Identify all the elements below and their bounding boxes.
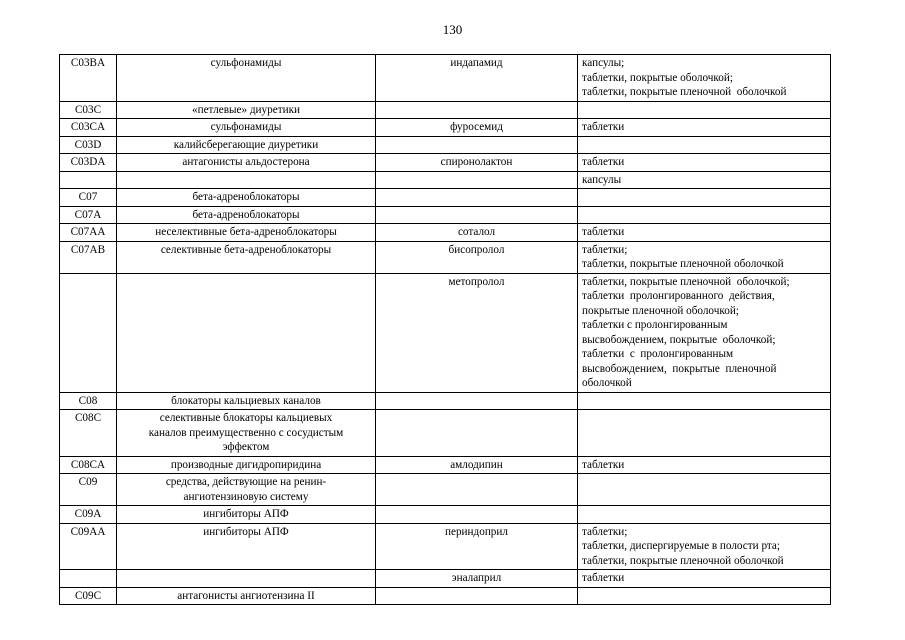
- pharmacological-group-cell: [117, 273, 376, 392]
- dosage-form-cell: [578, 154, 831, 172]
- pharmacological-group-cell: [117, 189, 376, 207]
- table-row: [60, 154, 831, 172]
- dosage-form-line: таблетки: [582, 572, 625, 584]
- dosage-form-line: высвобождением, покрытые пленочной: [582, 362, 777, 375]
- atc-code-cell: C08CA: [60, 456, 117, 474]
- dosage-form-cell: [578, 241, 831, 273]
- drug-name-cell: [376, 506, 578, 524]
- atc-code-cell: C09AA: [60, 523, 117, 570]
- dosage-form-line: таблетки с пролонгированным: [582, 348, 734, 360]
- group-line: каналов преимущественно с сосудистым: [148, 426, 344, 439]
- dosage-form-line: таблетки: [582, 121, 625, 133]
- group-line: антагонисты ангиотензина II: [177, 589, 315, 602]
- drug-name-cell: [376, 587, 578, 605]
- dosage-form-cell: [578, 171, 831, 189]
- group-line: ингибиторы АПФ: [203, 508, 289, 520]
- atc-code-cell: C09C: [60, 587, 117, 605]
- dosage-form-cell: [578, 570, 831, 588]
- group-line: бета-адреноблокаторы: [192, 191, 300, 203]
- atc-code-cell: C03C: [60, 101, 117, 119]
- pharmacological-group-cell: [117, 587, 376, 605]
- pharmacological-group-cell: [117, 506, 376, 524]
- dosage-form-line: капсулы;: [582, 57, 625, 69]
- drug-name-cell: индапамид: [376, 55, 578, 102]
- dosage-form-line: таблетки;: [582, 243, 628, 256]
- dosage-form-cell: [578, 101, 831, 119]
- drug-name-cell: периндоприл: [376, 523, 578, 570]
- group-line: средства, действующие на ренин-: [165, 476, 327, 488]
- table-row: [60, 410, 831, 457]
- atc-code-cell: [60, 570, 117, 588]
- table-row: [60, 273, 831, 392]
- drug-name-cell: соталол: [376, 224, 578, 242]
- pharmacological-group-cell: [117, 523, 376, 570]
- pharmacological-group-cell: [117, 119, 376, 137]
- table-row: [60, 523, 831, 570]
- table-row: [60, 119, 831, 137]
- group-line: производные дигидропиридина: [170, 458, 322, 471]
- drug-name-cell: [376, 410, 578, 457]
- dosage-form-line: таблетки, диспергируемые в полости рта;: [582, 540, 780, 552]
- dosage-form-cell: [578, 136, 831, 154]
- drug-name-cell: [376, 136, 578, 154]
- group-line: эффектом: [222, 441, 270, 453]
- pharmacological-group-cell: [117, 410, 376, 457]
- pharmacological-group-cell: [117, 456, 376, 474]
- table-row: [60, 136, 831, 154]
- drug-name-cell: [376, 189, 578, 207]
- group-line: сульфонамиды: [210, 121, 282, 133]
- dosage-form-line: таблетки: [582, 458, 625, 471]
- table-row: [60, 456, 831, 474]
- group-line: калийсберегающие диуретики: [173, 138, 319, 151]
- drug-name-cell: [376, 171, 578, 189]
- atc-code-cell: C07: [60, 189, 117, 207]
- dosage-form-line: таблетки: [582, 156, 625, 168]
- table-row: [60, 587, 831, 605]
- drug-name-cell: бисопролол: [376, 241, 578, 273]
- table-body: [60, 55, 831, 605]
- atc-code-cell: C03DA: [60, 154, 117, 172]
- group-line: блокаторы кальциевых каналов: [171, 394, 321, 407]
- dosage-form-cell: [578, 273, 831, 392]
- drug-name-cell: [376, 392, 578, 410]
- drug-name-cell: метопролол: [376, 273, 578, 392]
- group-line: селективные блокаторы кальциевых: [159, 412, 333, 424]
- group-line: антагонисты альдостерона: [182, 156, 310, 168]
- table-row: [60, 392, 831, 410]
- pharmacological-group-cell: [117, 392, 376, 410]
- table-row: [60, 224, 831, 242]
- dosage-form-cell: [578, 392, 831, 410]
- dosage-form-line: оболочкой: [582, 377, 632, 389]
- group-line: неселективные бета-адреноблокаторы: [155, 226, 337, 238]
- group-line: сульфонамиды: [210, 57, 282, 69]
- atc-code-cell: C07AB: [60, 241, 117, 273]
- dosage-form-cell: [578, 456, 831, 474]
- atc-code-cell: C03CA: [60, 119, 117, 137]
- pharmacological-group-cell: [117, 474, 376, 506]
- drug-table: [59, 54, 831, 605]
- table-row: [60, 570, 831, 588]
- dosage-form-line: таблетки с пролонгированным: [582, 319, 728, 331]
- table-row: [60, 474, 831, 506]
- atc-code-cell: C07A: [60, 206, 117, 224]
- drug-name-cell: [376, 206, 578, 224]
- atc-code-cell: C03BA: [60, 55, 117, 102]
- atc-code-cell: [60, 273, 117, 392]
- drug-name-cell: [376, 101, 578, 119]
- dosage-form-line: таблетки: [582, 226, 625, 238]
- group-line: ангиотензиновую систему: [183, 490, 309, 503]
- dosage-form-line: таблетки пролонгированного действия,: [582, 290, 775, 302]
- page-number: 130: [442, 22, 463, 37]
- drug-name-cell: амлодипин: [376, 456, 578, 474]
- group-line: «петлевые» диуретики: [192, 103, 300, 116]
- atc-code-cell: C09: [60, 474, 117, 506]
- table-row: [60, 206, 831, 224]
- dosage-form-line: таблетки, покрытые пленочной оболочкой: [582, 258, 784, 270]
- pharmacological-group-cell: [117, 206, 376, 224]
- pharmacological-group-cell: [117, 154, 376, 172]
- dosage-form-line: таблетки, покрытые оболочкой;: [582, 71, 733, 84]
- pharmacological-group-cell: [117, 171, 376, 189]
- dosage-form-cell: [578, 55, 831, 102]
- dosage-form-line: таблетки;: [582, 525, 628, 538]
- group-line: селективные бета-адреноблокаторы: [160, 243, 332, 256]
- pharmacological-group-cell: [117, 224, 376, 242]
- dosage-form-cell: [578, 410, 831, 457]
- atc-code-cell: C07AA: [60, 224, 117, 242]
- atc-code-cell: C09A: [60, 506, 117, 524]
- group-line: ингибиторы АПФ: [203, 525, 289, 538]
- dosage-form-line: покрытые пленочной оболочкой;: [582, 304, 739, 317]
- dosage-form-cell: [578, 523, 831, 570]
- group-line: бета-адреноблокаторы: [192, 208, 300, 221]
- dosage-form-cell: [578, 506, 831, 524]
- atc-code-cell: C03D: [60, 136, 117, 154]
- pharmacological-group-cell: [117, 241, 376, 273]
- drug-name-cell: [376, 474, 578, 506]
- pharmacological-group-cell: [117, 101, 376, 119]
- pharmacological-group-cell: [117, 570, 376, 588]
- atc-code-cell: [60, 171, 117, 189]
- dosage-form-line: капсулы: [582, 173, 622, 186]
- dosage-form-cell: [578, 474, 831, 506]
- table-row: [60, 189, 831, 207]
- pharmacological-group-cell: [117, 55, 376, 102]
- table-row: [60, 506, 831, 524]
- dosage-form-cell: [578, 587, 831, 605]
- dosage-form-line: таблетки, покрытые пленочной оболочкой: [582, 554, 784, 567]
- atc-code-cell: C08: [60, 392, 117, 410]
- drug-name-cell: эналаприл: [376, 570, 578, 588]
- drug-name-cell: фуросемид: [376, 119, 578, 137]
- table-row: [60, 241, 831, 273]
- dosage-form-cell: [578, 224, 831, 242]
- dosage-form-cell: [578, 119, 831, 137]
- drug-name-cell: спиронолактон: [376, 154, 578, 172]
- table-row: [60, 171, 831, 189]
- dosage-form-cell: [578, 189, 831, 207]
- dosage-form-cell: [578, 206, 831, 224]
- table-row: [60, 101, 831, 119]
- pharmacological-group-cell: [117, 136, 376, 154]
- dosage-form-line: таблетки, покрытые пленочной оболочкой: [582, 86, 787, 98]
- dosage-form-line: таблетки, покрытые пленочной оболочкой;: [582, 275, 790, 288]
- dosage-form-line: высвобождением, покрытые оболочкой;: [582, 333, 776, 346]
- table-row: [60, 55, 831, 102]
- atc-code-cell: C08C: [60, 410, 117, 457]
